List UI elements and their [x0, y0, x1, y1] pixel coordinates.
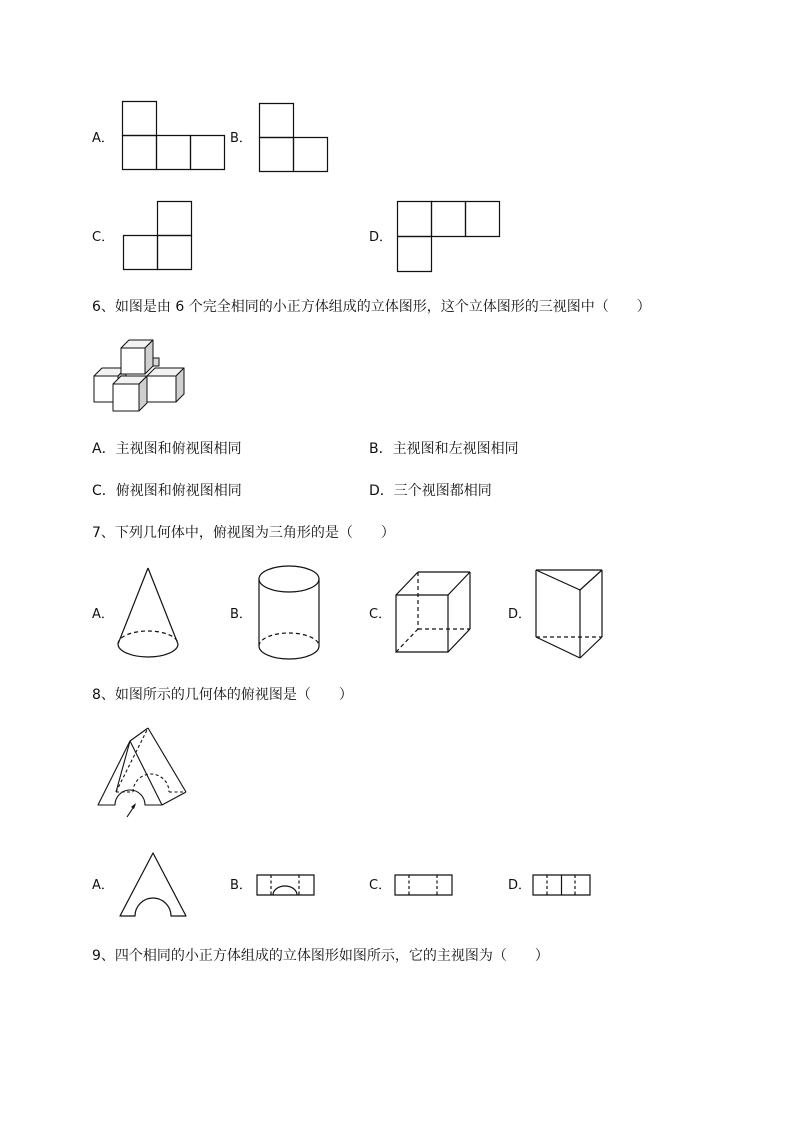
q7-question: 7、下列几何体中，俯视图为三角形的是（ ） — [92, 525, 395, 541]
q8-option-b-label: B． — [230, 878, 252, 893]
q7-prism-figure — [534, 568, 604, 660]
q5-option-d-figure — [397, 201, 501, 272]
q5-option-c-figure — [123, 201, 193, 271]
q7-cube-figure — [394, 570, 472, 654]
q9-question: 9、四个相同的小正方体组成的立体图形如图所示，它的主视图为（ ） — [92, 948, 549, 964]
q8-option-b-figure — [256, 874, 316, 898]
q5-option-a-label: A． — [92, 131, 114, 146]
q5-option-c-label: C． — [92, 230, 115, 245]
q5-option-d-label: D． — [369, 230, 393, 245]
q8-option-a-label: A． — [92, 878, 114, 893]
q7-option-a-label: A． — [92, 607, 114, 622]
q7-cylinder-figure — [257, 565, 321, 661]
q8-option-c-figure — [394, 874, 454, 898]
q5-option-a-figure — [122, 101, 226, 171]
q6-option-a[interactable]: A．主视图和俯视图相同 — [92, 441, 242, 457]
q6-question: 6、如图是由 6 个完全相同的小正方体组成的立体图形，这个立体图形的三视图中（ ） — [92, 299, 651, 315]
q8-question: 8、如图所示的几何体的俯视图是（ ） — [92, 687, 353, 703]
q6-cube-figure — [93, 340, 185, 412]
q5-option-b-label: B． — [230, 131, 252, 146]
q7-cone-figure — [116, 567, 180, 659]
q6-option-d[interactable]: D．三个视图都相同 — [369, 483, 492, 499]
q8-option-a-figure — [118, 851, 190, 919]
q8-option-c-label: C． — [369, 878, 392, 893]
q7-option-d-label: D． — [508, 607, 532, 622]
q6-option-b[interactable]: B．主视图和左视图相同 — [369, 441, 519, 457]
q7-option-c-label: C． — [369, 607, 392, 622]
q6-option-c[interactable]: C．俯视图和俯视图相同 — [92, 483, 242, 499]
q5-option-b-figure — [259, 103, 329, 173]
q8-option-d-figure — [532, 874, 592, 898]
q8-arch-figure — [96, 726, 192, 818]
q8-option-d-label: D． — [508, 878, 532, 893]
q7-option-b-label: B． — [230, 607, 252, 622]
